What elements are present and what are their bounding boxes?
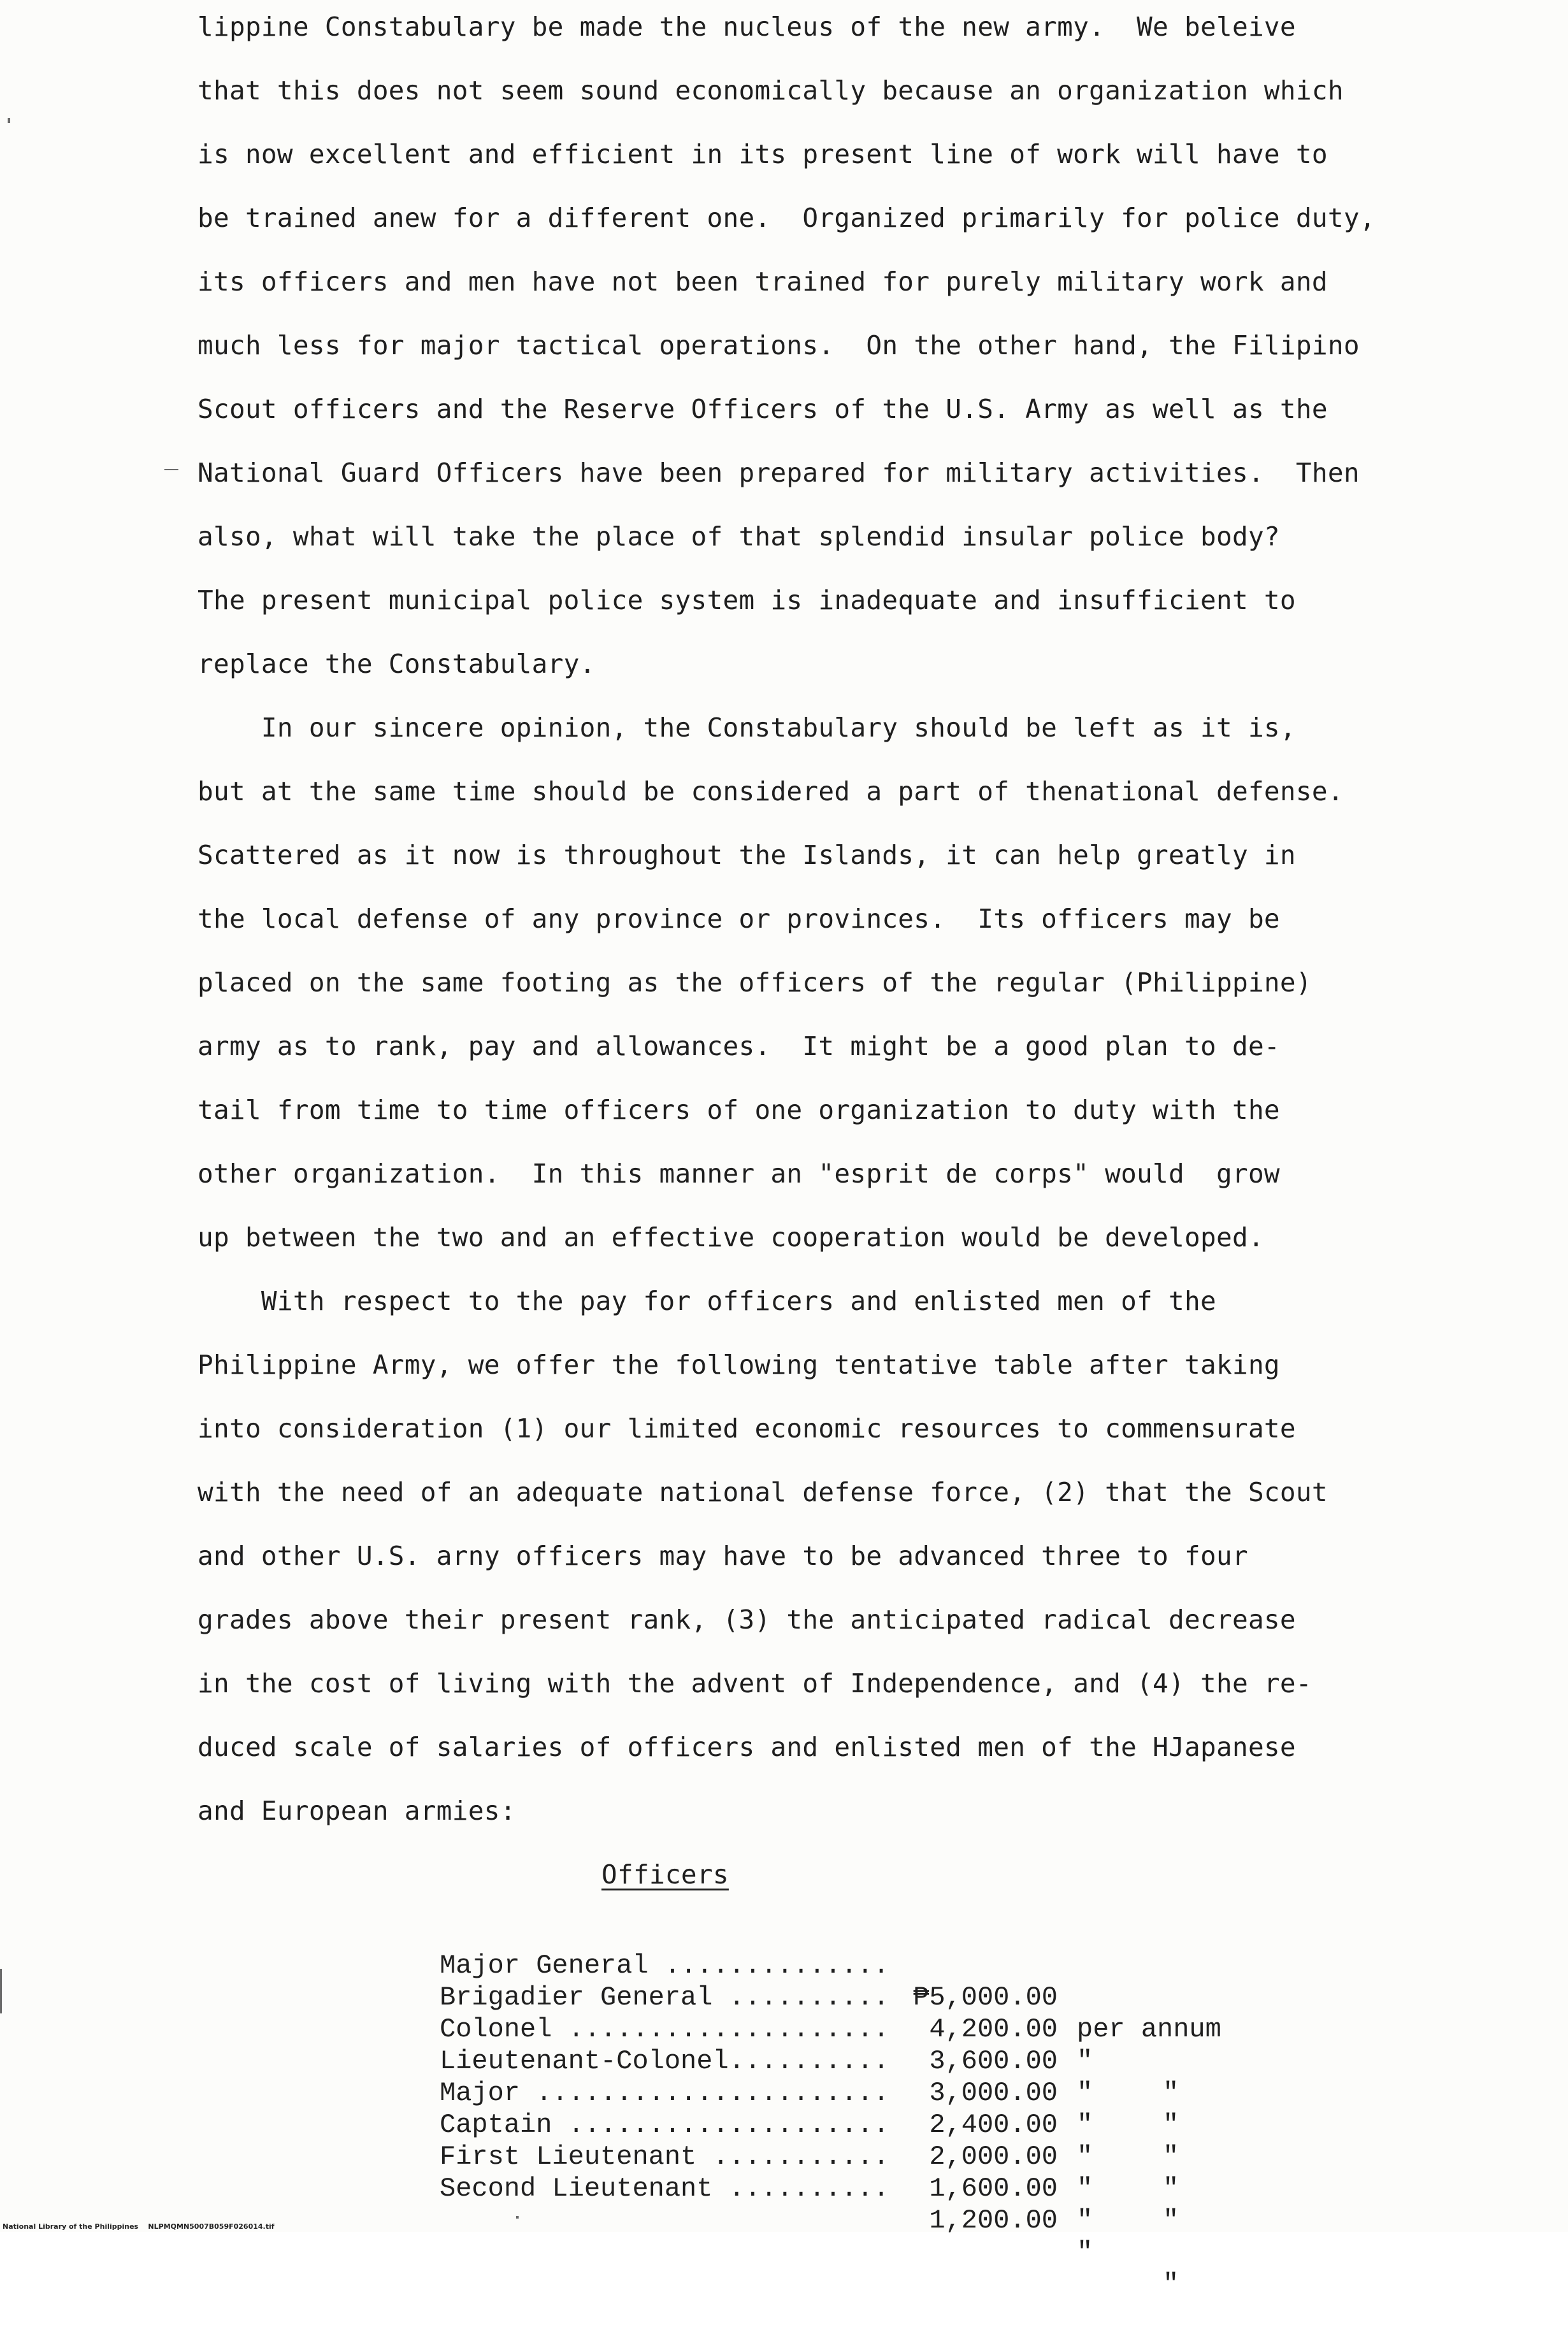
text-line: is now excellent and efficient in its present line of work will have to bbox=[198, 139, 1328, 169]
archive-footer: National Library of the Philippines NLPMQMN5007B059F026014.tif bbox=[3, 2222, 275, 2231]
text-line: replace the Constabulary. bbox=[198, 649, 596, 679]
rank-cell: Brigadier General .......... bbox=[440, 1982, 889, 2013]
text-line: into consideration (1) our limited economic resources to commensurate bbox=[198, 1413, 1296, 1444]
margin-speck bbox=[516, 2216, 519, 2219]
text-line: its officers and men have not been trained for purely military work and bbox=[198, 266, 1328, 297]
text-line: but at the same time should be considered a part of thenational defense. bbox=[198, 776, 1344, 807]
text-line: the local defense of any province or provinces. Its officers may be bbox=[198, 903, 1280, 934]
text-line: placed on the same footing as the officers of the regular (Philippine) bbox=[198, 967, 1312, 998]
ditto-mark: " bbox=[1077, 2173, 1093, 2204]
rank-cell: Major ...................... bbox=[440, 2078, 889, 2108]
amount-cell: 2,000.00 bbox=[929, 2141, 1058, 2172]
text-line: In our sincere opinion, the Constabulary should be left as it is, bbox=[198, 712, 1296, 743]
ditto-mark: " bbox=[1163, 2141, 1179, 2172]
text-line: duced scale of salaries of officers and enlisted men of the HJapanese bbox=[198, 1732, 1296, 1762]
text-line: tail from time to time officers of one organization to duty with the bbox=[198, 1095, 1280, 1125]
amount-cell: 3,000.00 bbox=[929, 2078, 1058, 2108]
text-line: lippine Constabulary be made the nucleus of the new army. We beleive bbox=[198, 11, 1296, 42]
rank-cell: Lieutenant-Colonel.......... bbox=[440, 2046, 889, 2076]
ditto-mark: " bbox=[1163, 2078, 1179, 2108]
ditto-mark: " bbox=[1077, 2046, 1093, 2076]
text-line: With respect to the pay for officers and enlisted men of the bbox=[198, 1286, 1216, 1316]
text-line: be trained anew for a different one. Organized primarily for police duty, bbox=[198, 203, 1376, 233]
text-line: with the need of an adequate national defense force, (2) that the Scout bbox=[198, 1477, 1328, 1508]
ditto-mark: " bbox=[1077, 2110, 1093, 2140]
margin-dash bbox=[164, 469, 178, 470]
amount-cell: ₱5,000.00 bbox=[913, 1982, 1058, 2013]
text-line: also, what will take the place of that splendid insular police body? bbox=[198, 521, 1280, 552]
text-line: National Guard Officers have been prepared for military activities. Then bbox=[198, 457, 1360, 488]
amount-cell: 3,600.00 bbox=[929, 2046, 1058, 2076]
ditto-mark: " bbox=[1163, 2173, 1179, 2204]
ditto-mark: " bbox=[1077, 2205, 1093, 2236]
text-line: and European armies: bbox=[198, 1796, 516, 1826]
text-line: grades above their present rank, (3) the anticipated radical decrease bbox=[198, 1604, 1296, 1635]
ditto-mark: " bbox=[1077, 2141, 1093, 2172]
text-line: Philippine Army, we offer the following tentative table after taking bbox=[198, 1350, 1280, 1380]
margin-edge-mark bbox=[0, 1969, 2, 2013]
ditto-mark: " bbox=[1163, 2205, 1179, 2236]
text-line: much less for major tactical operations. On the other hand, the Filipino bbox=[198, 330, 1360, 361]
ditto-mark: " bbox=[1163, 2110, 1179, 2140]
amount-cell: 1,200.00 bbox=[929, 2205, 1058, 2236]
text-line: up between the two and an effective cooperation would be developed. bbox=[198, 1222, 1264, 1253]
text-line: other organization. In this manner an "esprit de corps" would grow bbox=[198, 1158, 1280, 1189]
amount-cell: 1,600.00 bbox=[929, 2173, 1058, 2204]
rank-cell: First Lieutenant ........... bbox=[440, 2141, 889, 2172]
unit-cell: per annum bbox=[1077, 2014, 1221, 2045]
text-line: in the cost of living with the advent of Independence, and (4) the re- bbox=[198, 1668, 1312, 1699]
ditto-mark: " bbox=[1077, 2237, 1093, 2268]
ditto-mark: " bbox=[1163, 2269, 1179, 2300]
rank-cell: Captain .................... bbox=[440, 2110, 889, 2140]
table-title: Officers bbox=[601, 1859, 729, 1890]
text-line: The present municipal police system is inadequate and insufficient to bbox=[198, 585, 1296, 615]
rank-cell: Second Lieutenant .......... bbox=[440, 2173, 889, 2204]
ditto-mark: " bbox=[1077, 2078, 1093, 2108]
text-line: Scout officers and the Reserve Officers of the U.S. Army as well as the bbox=[198, 394, 1328, 424]
text-line: and other U.S. arny officers may have to be advanced three to four bbox=[198, 1541, 1248, 1571]
amount-cell: 2,400.00 bbox=[929, 2110, 1058, 2140]
amount-cell: 4,200.00 bbox=[929, 2014, 1058, 2045]
text-line: that this does not seem sound economically because an organization which bbox=[198, 75, 1344, 106]
text-line: army as to rank, pay and allowances. It might be a good plan to de- bbox=[198, 1031, 1280, 1062]
margin-speck bbox=[8, 118, 10, 123]
rank-cell: Colonel .................... bbox=[440, 2014, 889, 2045]
rank-cell: Major General .............. bbox=[440, 1950, 889, 1981]
text-line: Scattered as it now is throughout the Islands, it can help greatly in bbox=[198, 840, 1296, 870]
